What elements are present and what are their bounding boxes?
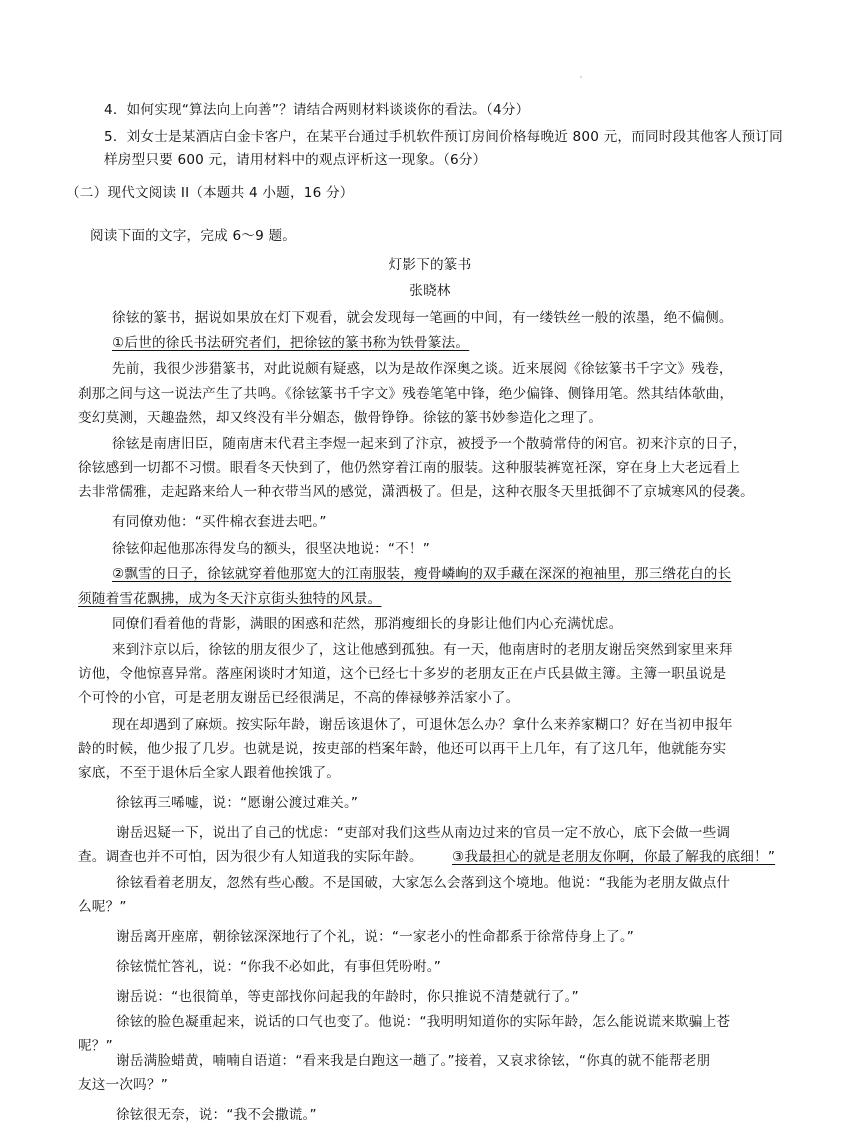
paragraph-line: 个可怜的小官，可是老朋友谢岳已经很满足，不高的俸禄够养活家小了。 bbox=[78, 690, 520, 706]
paragraph-line: 刹那之间与这一说法产生了共鸣。《徐铉篆书千字文》残卷笔笔中锋，绝少偏锋、侧锋用笔。然其结体欹曲， bbox=[78, 386, 734, 402]
dialogue-line: 徐铉仰起他那冻得发乌的额头，很坚决地说：“不！” bbox=[112, 541, 430, 557]
question-4: 4．如何实现“算法向上向善”？请结合两则材料谈谈你的看法。（4分） bbox=[104, 102, 530, 118]
paragraph-line: 呢？” bbox=[78, 1038, 113, 1054]
dialogue-line: 谢岳说：“也很简单，等吏部找你问起我的年龄时，你只推说不清楚就行了。” bbox=[116, 989, 579, 1005]
article-title: 灯影下的篆书 bbox=[388, 257, 472, 273]
reading-instruction: 阅读下面的文字，完成 6～9 题。 bbox=[90, 228, 297, 244]
dialogue-line: 徐铉很无奈，说：“我不会撒谎。” bbox=[116, 1107, 317, 1123]
dialogue-line: 谢岳离开座席，朝徐铉深深地行了个礼，说：“一家老小的性命都系于徐常侍身上了。” bbox=[116, 929, 635, 945]
paragraph-line: 查。调查也并不可怕，因为很少有人知道我的实际年龄。 bbox=[78, 849, 423, 865]
question-5-line-2: 样房型只要 600 元，请用材料中的观点评析这一现象。（6分） bbox=[104, 152, 487, 168]
article-author: 张晓林 bbox=[409, 283, 451, 299]
scan-speck bbox=[580, 76, 582, 78]
question-5-line-1: 5．刘女士是某酒店白金卡客户，在某平台通过手机软件预订房间价格每晚近 800 元，而同时段其他客人预订同 bbox=[104, 129, 783, 145]
underlined-sentence-2: ②飘雪的日子，徐铉就穿着他那宽大的江南服装，瘦骨嶙峋的双手藏在深深的袍袖里，那三绺花白的长 bbox=[112, 566, 732, 582]
underlined-sentence-2-cont: 须随着雪花飘拂，成为冬天汴京街头独特的风景。 bbox=[78, 591, 382, 607]
paragraph-line: 同僚们看着他的背影，满眼的困惑和茫然，那消瘦细长的身影让他们内心充满忧虑。 bbox=[112, 616, 623, 632]
paragraph-line: 访他，令他惊喜异常。落座闲谈时才知道，这个已经七十多岁的老朋友正在卢氏县做主簿。主簿一职虽说是 bbox=[78, 666, 727, 682]
paragraph-line: 么呢？” bbox=[78, 899, 127, 915]
paragraph-line: 现在却遇到了麻烦。按实际年龄，谢岳该退休了，可退休怎么办？拿什么来养家糊口？好在当初申报年 bbox=[112, 717, 733, 733]
section-heading: （二）现代文阅读 II（本题共 4 小题，16 分） bbox=[66, 185, 354, 201]
paragraph-line: 徐铉感到一切都不习惯。眼看冬天快到了，他仍然穿着江南的服装。这种服装裤宽衽深，穿在身上大老远看上 bbox=[78, 460, 741, 476]
paragraph-line: 先前，我很少涉猎篆书，对此说颇有疑惑，以为是故作深奥之谈。近来展阅《徐铉篆书千字文》残卷， bbox=[112, 361, 733, 377]
underlined-sentence-1: ①后世的徐氏书法研究者们，把徐铉的篆书称为铁骨篆法。 bbox=[112, 335, 470, 351]
dialogue-line: 有同僚劝他：“买件棉衣套进去吧。” bbox=[112, 514, 327, 530]
paragraph-line: 去非常儒雅，走起路来给人一种衣带当风的感觉，潇洒极了。但是，这种衣服冬天里抵御不了京城寒风的侵袭。 bbox=[78, 484, 754, 500]
paragraph-line: 徐铉的篆书，据说如果放在灯下观看，就会发现每一笔画的中间，有一缕铁丝一般的浓墨，绝不偏侧。 bbox=[112, 310, 733, 326]
underlined-sentence-3: ③我最担心的就是老朋友你啊，你最了解我的底细！” bbox=[452, 849, 776, 865]
paragraph-line: 谢岳迟疑一下，说出了自己的忧虑：“吏部对我们这些从南边过来的官员一定不放心，底下会做一些调 bbox=[116, 825, 731, 841]
dialogue-line: 徐铉再三唏嘘，说：“愿谢公渡过难关。” bbox=[116, 795, 359, 811]
paragraph-line: 龄的时候，他少报了几岁。也就是说，按吏部的档案年龄，他还可以再干上几年，有了这几年，他就能夯实 bbox=[78, 741, 727, 757]
paragraph-line: 来到汴京以后，徐铉的朋友很少了，这让他感到孤独。有一天，他南唐时的老朋友谢岳突然到家里来拜 bbox=[112, 642, 733, 658]
paragraph-line: 家底，不至于退休后全家人跟着他挨饿了。 bbox=[78, 765, 341, 781]
paragraph-line: 友这一次吗？” bbox=[78, 1077, 169, 1093]
dialogue-line: 徐铉慌忙答礼，说：“你我不必如此，有事但凭吩咐。” bbox=[116, 959, 441, 975]
paragraph-line: 徐铉看着老朋友，忽然有些心酸。不是国破，大家怎么会落到这个境地。他说：“我能为老朋友做点什 bbox=[116, 875, 731, 891]
paragraph-line: 徐铉的脸色凝重起来，说话的口气也变了。他说：“我明明知道你的实际年龄，怎么能说谎来欺骗上苍 bbox=[116, 1014, 731, 1030]
paragraph-line: 变幻莫测，天趣盎然，却又终没有半分媚态，傲骨铮铮。徐铉的篆书妙参造化之理了。 bbox=[78, 410, 603, 426]
paragraph-line: 谢岳满脸蜡黄，喃喃自语道：“看来我是白跑这一趟了。”接着，又哀求徐铉，“你真的就不能帮老朋 bbox=[116, 1053, 711, 1069]
paragraph-line: 徐铉是南唐旧臣，随南唐末代君主李煜一起来到了汴京，被授予一个散骑常侍的闲官。初来汴京的日子， bbox=[112, 436, 747, 452]
